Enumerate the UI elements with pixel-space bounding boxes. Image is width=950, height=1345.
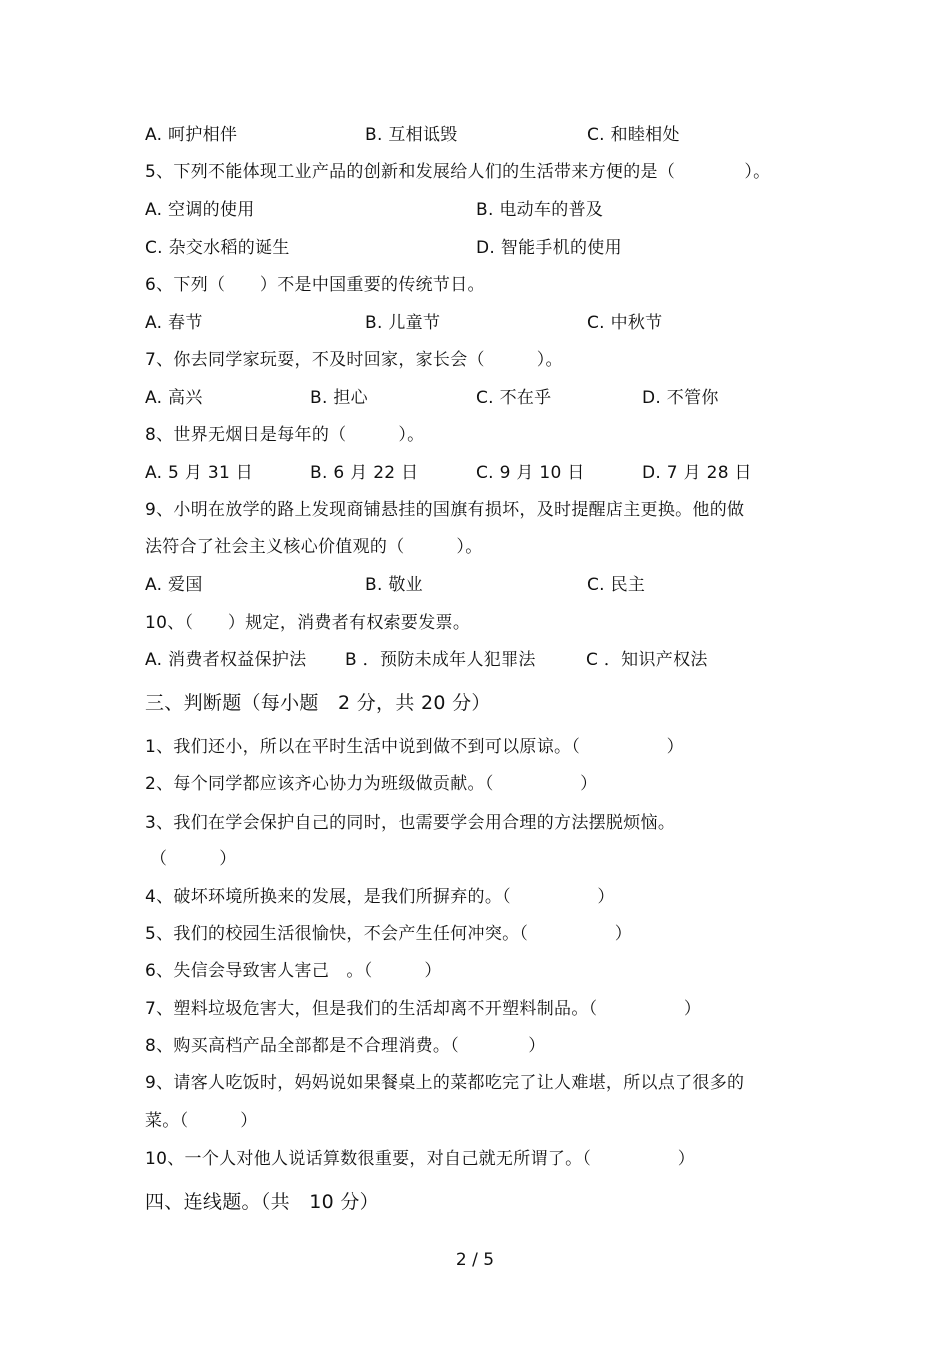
q10-option-a: A. 消费者权益保护法 [145, 650, 307, 670]
q9-text-line2: 法符合了社会主义核心价值观的（ ）。 [145, 537, 483, 557]
q6-option-c: C. 中秋节 [587, 313, 663, 333]
q7-option-c: C. 不在乎 [476, 388, 552, 408]
q5-option-a: A. 空调的使用 [145, 200, 255, 220]
q6-text: 6、下列（ ）不是中国重要的传统节日。 [145, 275, 485, 295]
q9-text-line1: 9、小明在放学的路上发现商铺悬挂的国旗有损坏，及时提醒店主更换。他的做 [145, 500, 745, 520]
q6-option-b: B. 儿童节 [365, 313, 441, 333]
q8-option-b: B. 6 月 22 日 [310, 463, 419, 483]
q9-option-b: B. 敬业 [365, 575, 423, 595]
q8-text: 8、世界无烟日是每年的（ ）。 [145, 425, 425, 445]
judge-item-blank: （ ） [150, 849, 237, 869]
q4-option-c: C. 和睦相处 [587, 125, 680, 145]
judge-item: 10、一个人对他人说话算数很重要，对自己就无所谓了。（ ） [145, 1149, 696, 1169]
judge-item: 8、购买高档产品全部都是不合理消费。（ ） [145, 1036, 546, 1056]
judge-item: 4、破坏环境所换来的发展，是我们所摒弃的。（ ） [145, 887, 615, 907]
q10-option-b: B ．预防未成年人犯罪法 [345, 650, 536, 670]
page-number: 2 / 5 [455, 1250, 495, 1270]
section3-title: 三、判断题（每小题 2 分，共 20 分） [145, 692, 491, 714]
judge-item: 菜。（ ） [145, 1111, 258, 1131]
q7-text: 7、你去同学家玩耍，不及时回家，家长会（ ）。 [145, 350, 563, 370]
q10-text: 10、（ ）规定，消费者有权索要发票。 [145, 613, 471, 633]
q9-option-c: C. 民主 [587, 575, 646, 595]
q8-option-c: C. 9 月 10 日 [476, 463, 585, 483]
q9-option-a: A. 爱国 [145, 575, 203, 595]
judge-item: 9、请客人吃饭时，妈妈说如果餐桌上的菜都吃完了让人难堪，所以点了很多的 [145, 1073, 745, 1093]
q5-text: 5、下列不能体现工业产品的创新和发展给人们的生活带来方便的是（ ）。 [145, 162, 771, 182]
judge-item: 3、我们在学会保护自己的同时，也需要学会用合理的方法摆脱烦恼。 [145, 813, 676, 833]
section4-title: 四、连线题。（共 10 分） [145, 1191, 379, 1213]
judge-item: 5、我们的校园生活很愉快，不会产生任何冲突。（ ） [145, 924, 633, 944]
q7-option-b: B. 担心 [310, 388, 368, 408]
q10-option-c: C ．知识产权法 [586, 650, 708, 670]
q6-option-a: A. 春节 [145, 313, 203, 333]
q4-option-a: A. 呵护相伴 [145, 125, 238, 145]
q5-option-b: B. 电动车的普及 [476, 200, 604, 220]
q5-option-c: C. 杂交水稻的诞生 [145, 238, 290, 258]
q7-option-d: D. 不管你 [642, 388, 719, 408]
judge-item: 7、塑料垃圾危害大，但是我们的生活却离不开塑料制品。（ ） [145, 999, 702, 1019]
q7-option-a: A. 高兴 [145, 388, 203, 408]
judge-item: 1、我们还小，所以在平时生活中说到做不到可以原谅。（ ） [145, 737, 684, 757]
q8-option-d: D. 7 月 28 日 [642, 463, 752, 483]
q4-option-b: B. 互相诋毁 [365, 125, 458, 145]
q5-option-d: D. 智能手机的使用 [476, 238, 622, 258]
q8-option-a: A. 5 月 31 日 [145, 463, 254, 483]
judge-item: 2、每个同学都应该齐心协力为班级做贡献。（ ） [145, 774, 598, 794]
judge-item: 6、失信会导致害人害己 。（ ） [145, 961, 442, 981]
